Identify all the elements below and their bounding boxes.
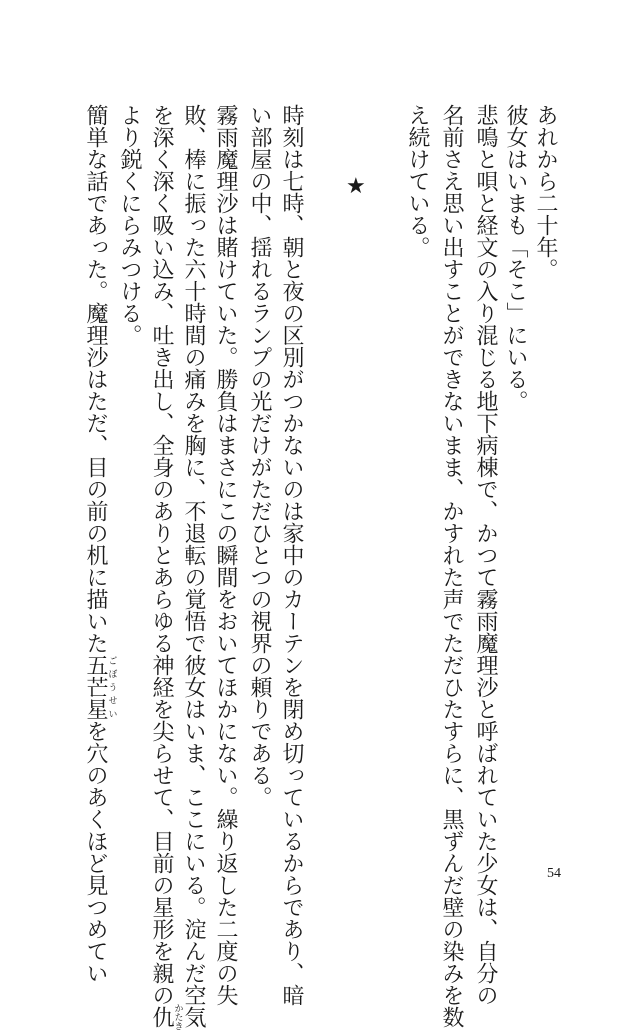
- ruby-仇: 仇かたき: [149, 1003, 183, 1031]
- text-column-12: 簡単な話であった。魔理沙はただ、目の前の机に描いた五芒星ごぼうせいを穴のあくほど見つめてい: [83, 104, 117, 984]
- text-column-5: え続けている。: [405, 104, 430, 258]
- section-break-star: ★: [346, 174, 366, 199]
- ruby-reading: ごぼうせい: [106, 654, 117, 720]
- ruby-reading: かたき: [172, 1003, 183, 1031]
- text-column-4: 名前さえ思い出すことができないまま、かすれた声でただひたすらに、黒ずんだ壁の染みを数: [439, 104, 464, 1028]
- ruby-五芒星: 五芒星ごぼうせい: [83, 654, 117, 720]
- text-column-10: を深く深く吸い込み、吐き出し、全身のありとあらゆる神経を尖らせて、目前の星形を親の仇かたき: [149, 104, 183, 1031]
- text-column-9: 敗、棒に振った六十時間の痛みを胸に、不退転の覚悟で彼女はいま、ここにいる。淀んだ空気: [181, 104, 206, 1028]
- text-column-3: 悲鳴と唄と経文の入り混じる地下病棟で、かつて霧雨魔理沙と呼ばれていた少女は、自分の: [473, 104, 498, 1006]
- text-column-1: あれから二十年。: [533, 104, 558, 280]
- text-column-11: より鋭くにらみつける。: [117, 104, 142, 346]
- text-column-7: い部屋の中、揺れるランプの光だけがただひとつの視界の頼りである。: [247, 104, 272, 808]
- text-column-6: 時刻は七時、朝と夜の区別がつかないのは家中のカーテンを閉め切っているからであり、暗: [279, 104, 304, 1006]
- text-column-2: 彼女はいまも「そこ」にいる。: [503, 104, 528, 412]
- text-column-8: 霧雨魔理沙は賭けていた。勝負はまさにこの瞬間をおいてほかにない。繰り返した二度の失: [213, 104, 238, 1006]
- page-number: 54: [547, 866, 561, 881]
